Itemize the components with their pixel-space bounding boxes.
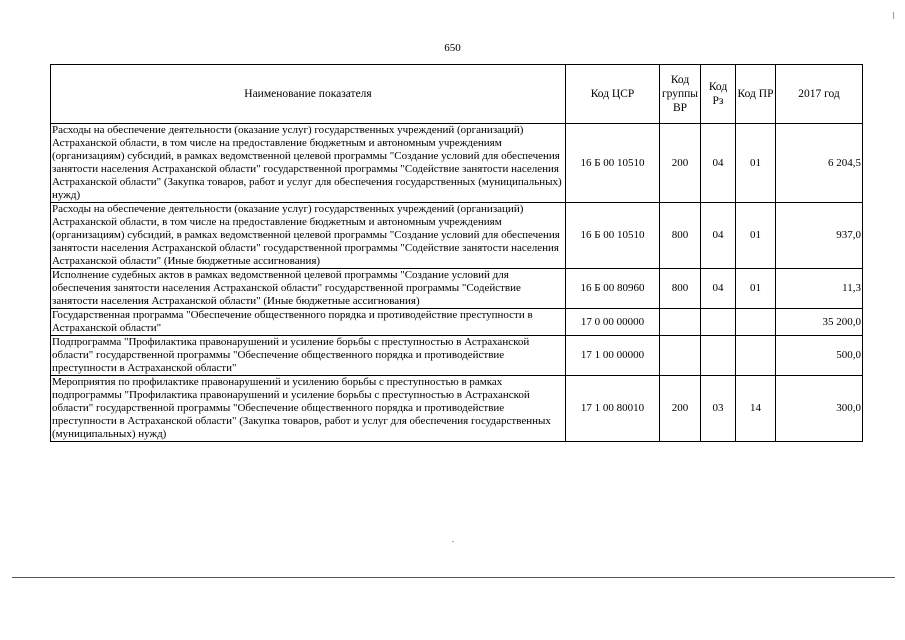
row-name: Расходы на обеспечение деятельности (оказание услуг) государственных учреждений (организаций) Астраханской области, в том числе на предоставление бюджетным и автономным учреждениям (организациям) субсидий, в рамках ведомственной целевой программы "Создание условий для обеспечения занятости населения Астраханской области" государственной программы "Содействие занятости населения Астраханской области" (Иные бюджетные ассигнования): [51, 203, 566, 269]
row-amount: 937,0: [776, 203, 863, 269]
table-row: [51, 309, 863, 336]
header-csr: Код ЦСР: [566, 65, 660, 124]
row-name: Подпрограмма "Профилактика правонарушений и усиление борьбы с преступностью в Астраханской области" государственной программы "Обеспечение общественного порядка и противодействие преступности в Астраханской области": [51, 336, 566, 376]
table-row: [51, 376, 863, 442]
row-vr: 800: [660, 269, 701, 309]
row-csr: 16 Б 00 10510: [566, 203, 660, 269]
row-csr: 17 0 00 00000: [566, 309, 660, 336]
row-vr: [660, 309, 701, 336]
row-rz: [701, 336, 736, 376]
row-name: Исполнение судебных актов в рамках ведомственной целевой программы "Создание условий для обеспечения занятости населения Астраханской области" государственной программы "Содействие занятости населения Астраханской области" (Иные бюджетные ассигнования): [51, 269, 566, 309]
table-row: [51, 124, 863, 203]
row-csr: 16 Б 00 10510: [566, 124, 660, 203]
row-csr: 16 Б 00 80960: [566, 269, 660, 309]
row-rz: 04: [701, 203, 736, 269]
table-body: [51, 124, 863, 442]
row-vr: 800: [660, 203, 701, 269]
row-amount: 300,0: [776, 376, 863, 442]
scan-speck: [452, 541, 454, 542]
row-amount: 35 200,0: [776, 309, 863, 336]
header-row: [51, 65, 863, 124]
table-row: [51, 203, 863, 269]
row-rz: [701, 309, 736, 336]
page-number: 650: [444, 42, 461, 54]
row-pr: 01: [736, 269, 776, 309]
row-rz: 04: [701, 269, 736, 309]
row-name: Расходы на обеспечение деятельности (оказание услуг) государственных учреждений (организаций) Астраханской области, в том числе на предоставление бюджетным и автономным учреждениям (организациям) субсидий, в рамках ведомственной целевой программы "Создание условий для обеспечения занятости населения Астраханской области" государственной программы "Содействие занятости населения Астраханской области" (Закупка товаров, работ и услуг для обеспечения государственных (муниципальных) нужд): [51, 124, 566, 203]
table-header: [51, 65, 863, 124]
row-pr: [736, 309, 776, 336]
row-name: Мероприятия по профилактике правонарушений и усилению борьбы с преступностью в рамках подпрограммы "Профилактика правонарушений и усиление борьбы с преступностью в Астраханской области" государственной программы "Обеспечение общественного порядка и противодействие преступности в Астраханской области" (Закупка товаров, работ и услуг для обеспечения государственных (муниципальных) нужд): [51, 376, 566, 442]
row-vr: [660, 336, 701, 376]
edge-mark: [893, 12, 894, 19]
row-amount: 6 204,5: [776, 124, 863, 203]
row-amount: 500,0: [776, 336, 863, 376]
table-row: [51, 269, 863, 309]
budget-table: [50, 64, 863, 442]
row-pr: 14: [736, 376, 776, 442]
header-vr: Код группы ВР: [660, 65, 701, 124]
row-csr: 17 1 00 80010: [566, 376, 660, 442]
row-csr: 17 1 00 00000: [566, 336, 660, 376]
header-name: Наименование показателя: [51, 65, 566, 124]
page-bottom-rule: [12, 577, 895, 578]
row-amount: 11,3: [776, 269, 863, 309]
row-pr: [736, 336, 776, 376]
row-rz: 03: [701, 376, 736, 442]
row-vr: 200: [660, 376, 701, 442]
header-rz: Код Рз: [701, 65, 736, 124]
header-year: 2017 год: [776, 65, 863, 124]
row-vr: 200: [660, 124, 701, 203]
table-row: [51, 336, 863, 376]
row-pr: 01: [736, 203, 776, 269]
row-rz: 04: [701, 124, 736, 203]
header-pr: Код ПР: [736, 65, 776, 124]
row-name: Государственная программа "Обеспечение общественного порядка и противодействие преступности в Астраханской области": [51, 309, 566, 336]
row-pr: 01: [736, 124, 776, 203]
